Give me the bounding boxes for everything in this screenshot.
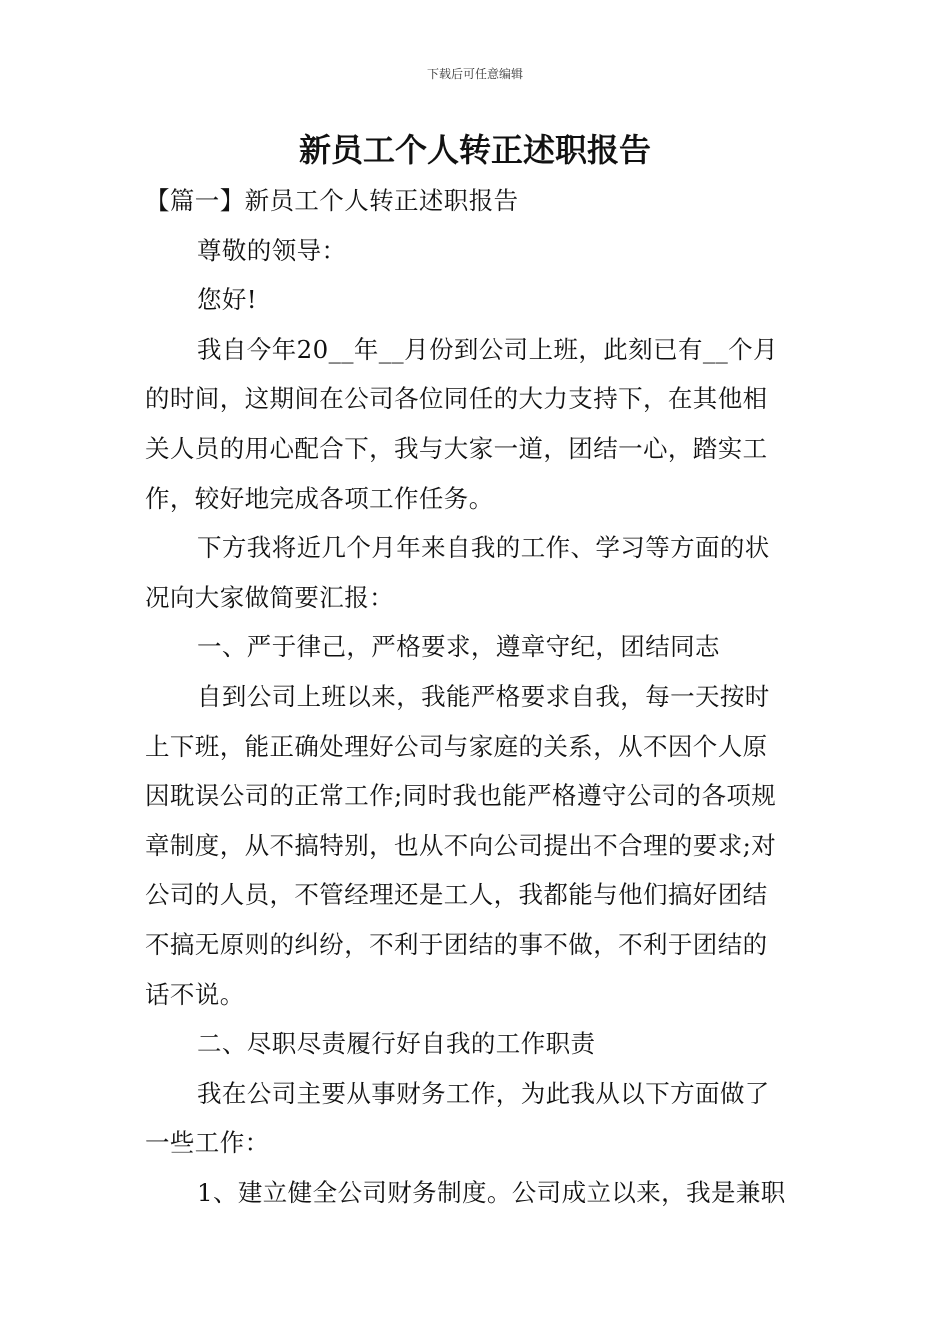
body-line: 您好! <box>197 285 258 315</box>
body-line: 二、尽职尽责履行好自我的工作职责 <box>197 1029 596 1059</box>
body-line: 关人员的用心配合下，我与大家一道，团结一心，踏实工 <box>145 433 768 463</box>
body-line: 章制度，从不搞特别，也从不向公司提出不合理的要求;对 <box>145 830 777 860</box>
body-line: 我自今年20__年__月份到公司上班，此刻已有__个月 <box>197 334 778 364</box>
body-line: 自到公司上班以来，我能严格要求自我，每一天按时 <box>197 681 770 711</box>
body-line: 况向大家做简要汇报： <box>145 582 394 612</box>
body-line: 1、建立健全公司财务制度。公司成立以来，我是兼职 <box>197 1177 786 1207</box>
body-line: 我在公司主要从事财务工作，为此我从以下方面做了 <box>197 1078 770 1108</box>
body-line: 下方我将近几个月年来自我的工作、学习等方面的状 <box>197 533 770 563</box>
body-line: 的时间，这期间在公司各位同任的大力支持下，在其他相 <box>145 384 768 414</box>
body-line: 【篇一】新员工个人转正述职报告 <box>145 186 519 215</box>
body-line: 不搞无原则的纠纷，不利于团结的事不做，不利于团结的 <box>145 929 768 959</box>
document-title: 新员工个人转正述职报告 <box>298 131 651 169</box>
body-line: 公司的人员，不管经理还是工人，我都能与他们搞好团结 <box>145 880 768 910</box>
body-line: 作，较好地完成各项工作任务。 <box>145 483 494 513</box>
body-line: 因耽误公司的正常工作;同时我也能严格遵守公司的各项规 <box>145 781 777 811</box>
document-body <box>145 176 807 1217</box>
body-line: 尊敬的领导： <box>197 235 347 265</box>
body-line: 一、严于律己，严格要求，遵章守纪，团结同志 <box>197 632 720 662</box>
body-line: 上下班，能正确处理好公司与家庭的关系，从不因个人原 <box>145 731 768 761</box>
body-line: 话不说。 <box>145 979 245 1009</box>
body-line: 一些工作： <box>145 1128 270 1158</box>
header-note: 下载后可任意编辑 <box>426 67 523 81</box>
